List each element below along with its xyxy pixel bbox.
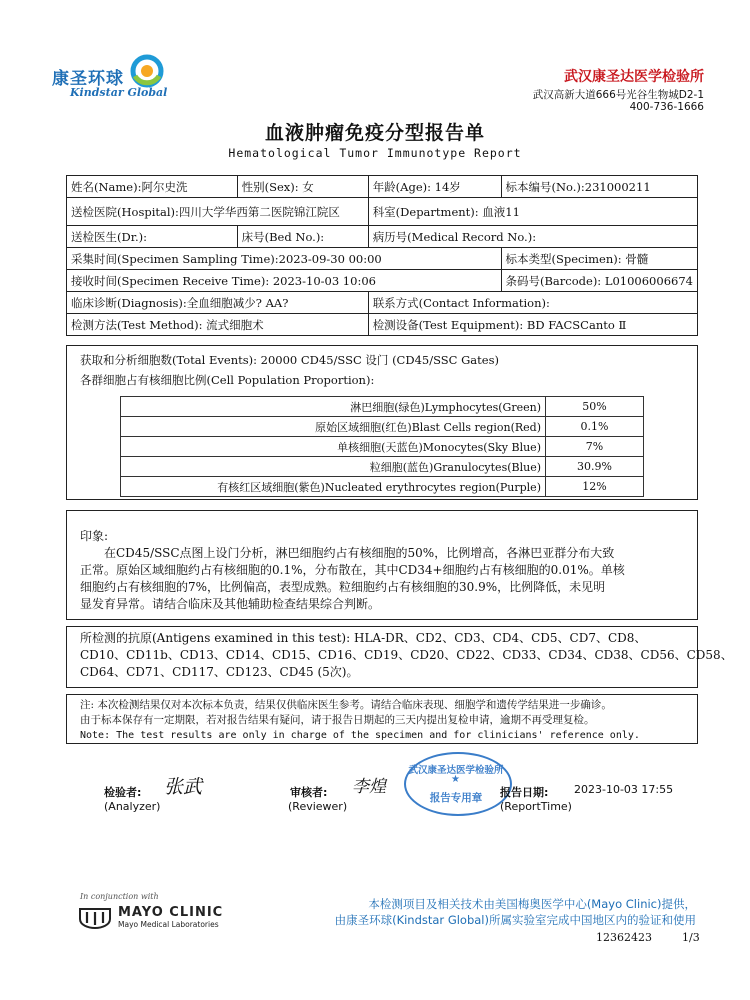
mayo-clinic-name: MAYO CLINIC: [118, 905, 224, 920]
population-table: [120, 396, 644, 497]
antigens-line: CD10、CD11b、CD13、CD14、CD15、CD16、CD19、CD20、CD22、CD33、CD34、CD38、CD56、CD58、: [80, 648, 733, 662]
population-row: [121, 457, 644, 477]
impression-heading: 印象:: [80, 529, 109, 543]
sample-number: 标本编号(No.):231000211: [501, 176, 698, 198]
stamp-bottom-text: 报告专用章: [429, 792, 483, 804]
mayo-conjunction-text: In conjunction with: [80, 892, 159, 901]
population-label: 有核红区域细胞(紫色)Nucleated erythrocytes region(Purple): [121, 477, 546, 497]
hospital-cell: [67, 198, 369, 226]
antigens-line: CD64、CD71、CD117、CD123、CD45 (5次)。: [80, 665, 359, 679]
lab-phone: 400-736-1666: [629, 101, 704, 113]
logo-text-cn: 康圣环球: [52, 69, 124, 89]
population-row: [121, 477, 644, 497]
population-label: 原始区域细胞(红色)Blast Cells region(Red): [121, 417, 546, 437]
population-row: [121, 417, 644, 437]
contact-information: 联系方式(Contact Information):: [368, 292, 697, 314]
population-value: 7%: [546, 437, 644, 457]
footer-note-line: 由康圣环球(Kindstar Global)所属实验室完成中国地区内的验证和使用: [334, 913, 696, 927]
footer-note-line: 本检测项目及相关技术由美国梅奥医学中心(Mayo Clinic)提供，: [368, 897, 696, 911]
report-title-cn: 血液肿瘤免疫分型报告单: [264, 122, 485, 144]
report-date-label-en: (ReportTime): [500, 800, 572, 813]
medical-record-number: 病历号(Medical Record No.):: [368, 226, 697, 248]
population-value: 12%: [546, 477, 644, 497]
impression-line: 细胞约占有核细胞的7%，比例偏高，表型成熟。粒细胞约占有核细胞的30.9%，比例降低，未见明: [80, 580, 606, 594]
population-value: 30.9%: [546, 457, 644, 477]
population-label: 淋巴细胞(绿色)Lymphocytes(Green): [121, 397, 546, 417]
department: 科室(Department): 血液11: [368, 198, 697, 226]
analyzer-signature: 张武: [164, 776, 203, 798]
diagnosis: 临床诊断(Diagnosis):全血细胞减少? AA?: [67, 292, 369, 314]
proportion-heading: 各群细胞占有核细胞比例(Cell Population Proportion):: [80, 373, 375, 387]
report-title-en: Hematological Tumor Immunotype Report: [228, 146, 522, 160]
mayo-clinic-logo-icon: [78, 905, 112, 929]
stamp-top-text: 武汉康圣达医学检验所: [408, 765, 504, 776]
analyzer-label-en: (Analyzer): [104, 800, 161, 813]
patient-info-table: [66, 175, 698, 336]
population-value: 50%: [546, 397, 644, 417]
patient-sex: 性别(Sex): 女: [237, 176, 368, 198]
specimen-type: 标本类型(Specimen): 骨髓: [501, 248, 698, 270]
population-row: [121, 397, 644, 417]
star-icon: ★: [451, 774, 460, 785]
lab-address: 武汉高新大道666号光谷生物城D2-1: [532, 89, 704, 101]
antigens-line: 所检测的抗原(Antigens examined in this test): HLA-DR、CD2、CD3、CD4、CD5、CD7、CD8、: [80, 631, 647, 645]
hospital-value: 四川大学华西第二医院锦江院区: [178, 204, 340, 219]
reviewer-label-en: (Reviewer): [288, 800, 348, 813]
doctor: 送检医生(Dr.):: [67, 226, 238, 248]
report-date-label: 报告日期:: [500, 786, 549, 799]
bed-number: 床号(Bed No.):: [237, 226, 368, 248]
reviewer-label: 审核者:: [290, 786, 328, 799]
kindstar-logo-icon: [130, 54, 164, 88]
analyzer-label: 检验者:: [104, 786, 142, 799]
population-value: 0.1%: [546, 417, 644, 437]
impression-line: 正常。原始区域细胞约占有核细胞的0.1%，分布散在，其中CD34+细胞约占有核细胞的0.01%。单核: [80, 563, 625, 577]
patient-age: 年龄(Age): 14岁: [368, 176, 501, 198]
note-line-en: Note: The test results are only in charge of the specimen and for clinicians' reference only.: [80, 730, 640, 741]
note-line: 由于标本保存有一定期限，若对报告结果有疑问，请于报告日期起的三天内提出复检申请，逾期不再受理复检。: [80, 714, 595, 726]
page-number: 1/3: [682, 931, 700, 944]
lab-name: 武汉康圣达医学检验所: [564, 69, 704, 85]
report-date-value: 2023-10-03 17:55: [574, 783, 674, 796]
test-method: 检测方法(Test Method): 流式细胞术: [67, 314, 369, 336]
population-label: 粒细胞(蓝色)Granulocytes(Blue): [121, 457, 546, 477]
note-line: 注: 本次检测结果仅对本次标本负责，结果仅供临床医生参考。请结合临床表现、细胞学和遗传学结果进一步确诊。: [80, 699, 612, 711]
sampling-time: 采集时间(Specimen Sampling Time):2023-09-30 00:00: [67, 248, 502, 270]
mayo-lab-subtitle: Mayo Medical Laboratories: [118, 920, 219, 929]
impression-line: 显发育异常。请结合临床及其他辅助检查结果综合判断。: [80, 597, 381, 611]
test-equipment: 检测设备(Test Equipment): BD FACSCanto Ⅱ: [368, 314, 697, 336]
population-row: [121, 437, 644, 457]
document-id: 12362423: [596, 931, 652, 944]
barcode: 条码号(Barcode): L01006006674: [501, 270, 698, 292]
population-label: 单核细胞(天蓝色)Monocytes(Sky Blue): [121, 437, 546, 457]
hospital-label: 送检医院(Hospital):: [71, 204, 179, 219]
impression-line: 在CD45/SSC点图上设门分析，淋巴细胞约占有核细胞的50%，比例增高，各淋巴亚群分布大致: [104, 546, 615, 560]
reviewer-signature: 李煌: [352, 777, 386, 797]
receive-time: 接收时间(Specimen Receive Time): 2023-10-03 10:06: [67, 270, 502, 292]
patient-name: 姓名(Name):阿尔史洗: [67, 176, 238, 198]
total-events-line: 获取和分析细胞数(Total Events): 20000 CD45/SSC 设门 (CD45/SSC Gates): [80, 353, 499, 367]
logo-text-en: Kindstar Global: [70, 86, 168, 99]
